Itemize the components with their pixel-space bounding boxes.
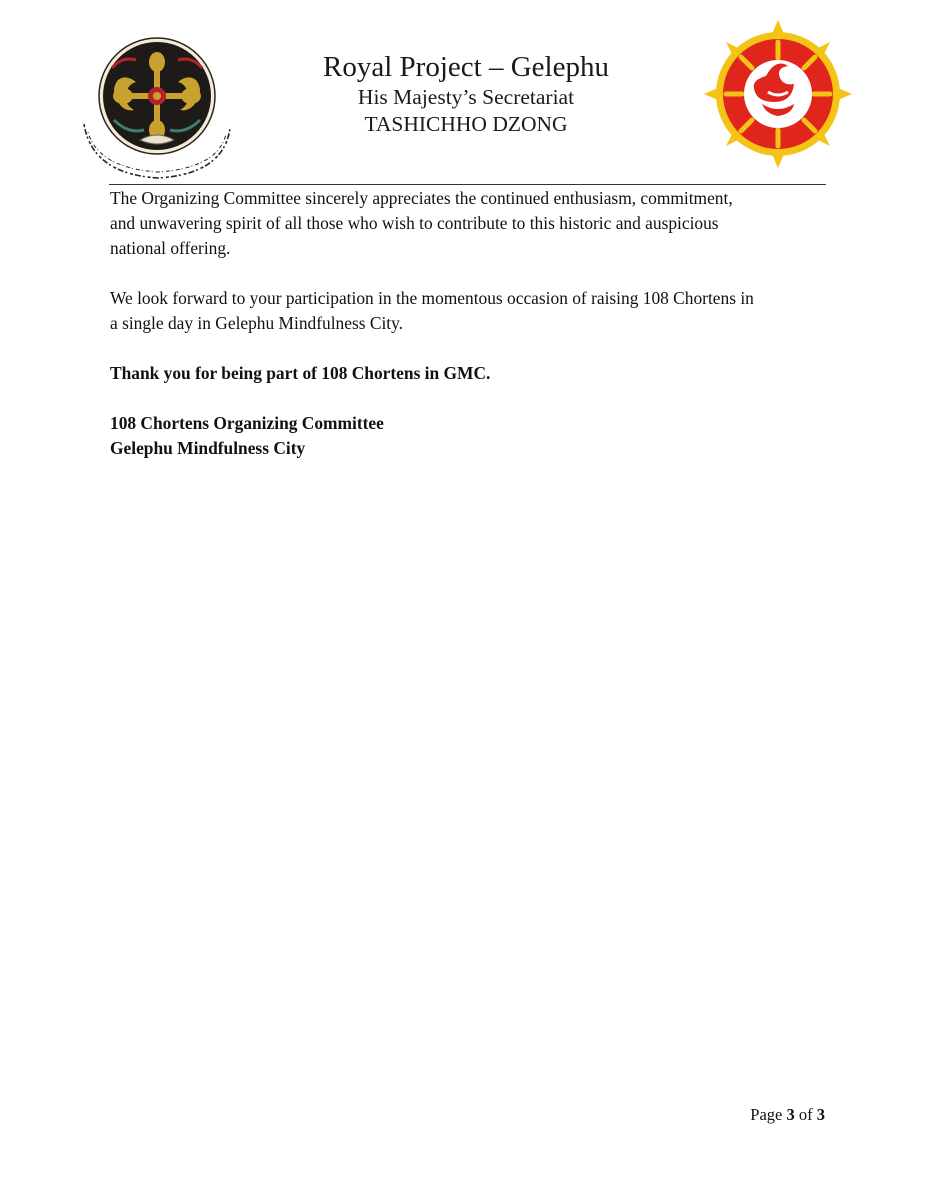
letterhead-office: TASHICHHO DZONG <box>364 112 568 136</box>
signature-block <box>110 411 826 461</box>
participation-paragraph <box>110 286 826 336</box>
letterhead-title: Royal Project – Gelephu <box>323 51 609 83</box>
letterhead-subtitle: His Majesty’s Secretariat <box>357 85 575 109</box>
appreciation-paragraph <box>110 186 826 261</box>
letterhead <box>240 50 692 138</box>
gmc-logo-icon <box>704 20 852 168</box>
signature-committee: 108 Chortens Organizing Committee <box>110 413 384 433</box>
header-divider <box>109 184 826 185</box>
page-label: Page <box>750 1105 783 1124</box>
total-pages: 3 <box>816 1105 825 1124</box>
page-number <box>750 1104 825 1126</box>
paragraph-line: national offering. <box>110 238 231 258</box>
letter-body <box>110 186 826 461</box>
paragraph-line: and unwavering spirit of all those who wish to contribute to this historic and auspicious <box>110 213 719 233</box>
paragraph-line: The Organizing Committee sincerely appreciates the continued enthusiasm, commitment, <box>110 188 733 208</box>
royal-emblem-icon <box>78 32 238 184</box>
of-label: of <box>798 1105 813 1124</box>
paragraph-line: We look forward to your participation in the momentous occasion of raising 108 Chortens in <box>110 288 754 308</box>
paragraph-line: a single day in Gelephu Mindfulness City. <box>110 313 404 333</box>
thank-you-line: Thank you for being part of 108 Chortens in GMC. <box>110 363 491 383</box>
signature-city: Gelephu Mindfulness City <box>110 438 306 458</box>
current-page: 3 <box>786 1105 795 1124</box>
